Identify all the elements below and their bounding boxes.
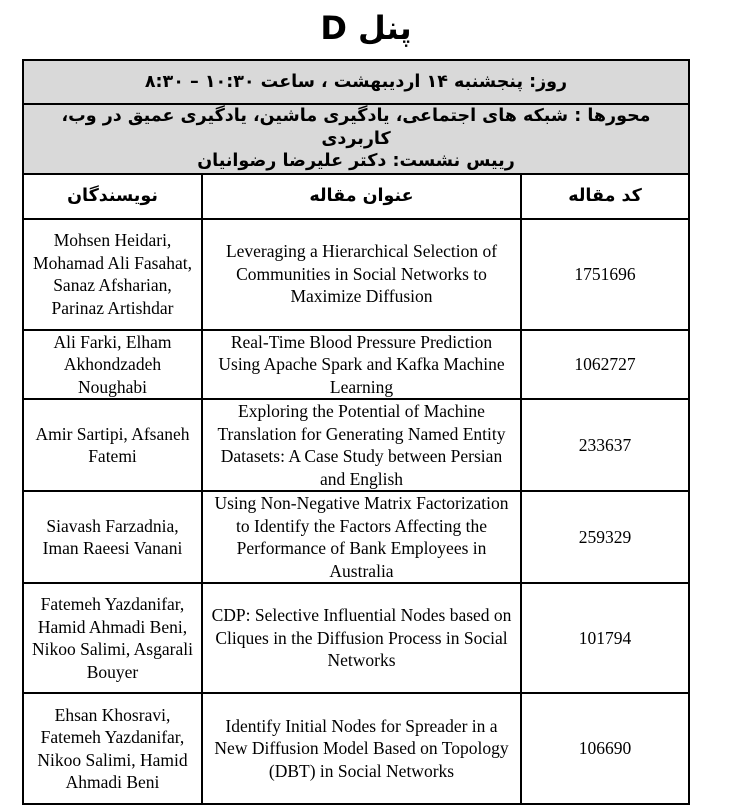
paper-authors: Ali Farki, Elham Akhondzadeh Noughabi: [23, 330, 202, 400]
table-row: [23, 219, 689, 330]
paper-title: Exploring the Potential of Machine Translation for Generating Named Entity Datasets: A Case Study between Persian and English: [202, 399, 521, 491]
paper-code: 1751696: [521, 219, 689, 330]
table-row: [23, 330, 689, 400]
paper-title: Real-Time Blood Pressure Prediction Using Apache Spark and Kafka Machine Learning: [202, 330, 521, 400]
paper-authors: Mohsen Heidari, Mohamad Ali Fasahat, Sanaz Afsharian, Parinaz Artishdar: [23, 219, 202, 330]
paper-code: 1062727: [521, 330, 689, 400]
paper-code: 106690: [521, 693, 689, 804]
paper-title: Leveraging a Hierarchical Selection of Communities in Social Networks to Maximize Diffusion: [202, 219, 521, 330]
table-header-row: [23, 174, 689, 219]
paper-authors: Fatemeh Yazdanifar, Hamid Ahmadi Beni, Nikoo Salimi, Asgarali Bouyer: [23, 583, 202, 693]
paper-authors: Amir Sartipi, Afsaneh Fatemi: [23, 399, 202, 491]
table-row: [23, 693, 689, 804]
paper-code: 233637: [521, 399, 689, 491]
paper-authors: Ehsan Khosravi, Fatemeh Yazdanifar, Nikoo Salimi, Hamid Ahmadi Beni: [23, 693, 202, 804]
header-authors: نویسندگان: [23, 174, 202, 219]
table-row: [23, 399, 689, 491]
table-row: [23, 583, 689, 693]
paper-title: Using Non-Negative Matrix Factorization to Identify the Factors Affecting the Performance of Bank Employees in Australia: [202, 491, 521, 583]
header-title: عنوان مقاله: [202, 174, 521, 219]
paper-authors: Siavash Farzadnia, Iman Raeesi Vanani: [23, 491, 202, 583]
session-info: [23, 104, 689, 174]
session-topics: محورها : شبکه های اجتماعی، یادگیری ماشین، یادگیری عمیق در وب، کاربردی: [61, 106, 651, 149]
paper-title: Identify Initial Nodes for Spreader in a New Diffusion Model Based on Topology (DBT) in Social Networks: [202, 693, 521, 804]
paper-title: CDP: Selective Influential Nodes based on Cliques in the Diffusion Process in Social Networks: [202, 583, 521, 693]
paper-code: 101794: [521, 583, 689, 693]
session-date-time: روز: پنجشنبه ۱۴ اردیبهشت ، ساعت ۱۰:۳۰ – ۸:۳۰: [23, 60, 689, 104]
paper-code: 259329: [521, 491, 689, 583]
table-row: [23, 491, 689, 583]
header-code: کد مقاله: [521, 174, 689, 219]
panel-title: پنل D: [320, 9, 412, 47]
session-table: [22, 59, 690, 805]
session-chair: رییس نشست: دکتر علیرضا رضوانیان: [197, 151, 515, 171]
